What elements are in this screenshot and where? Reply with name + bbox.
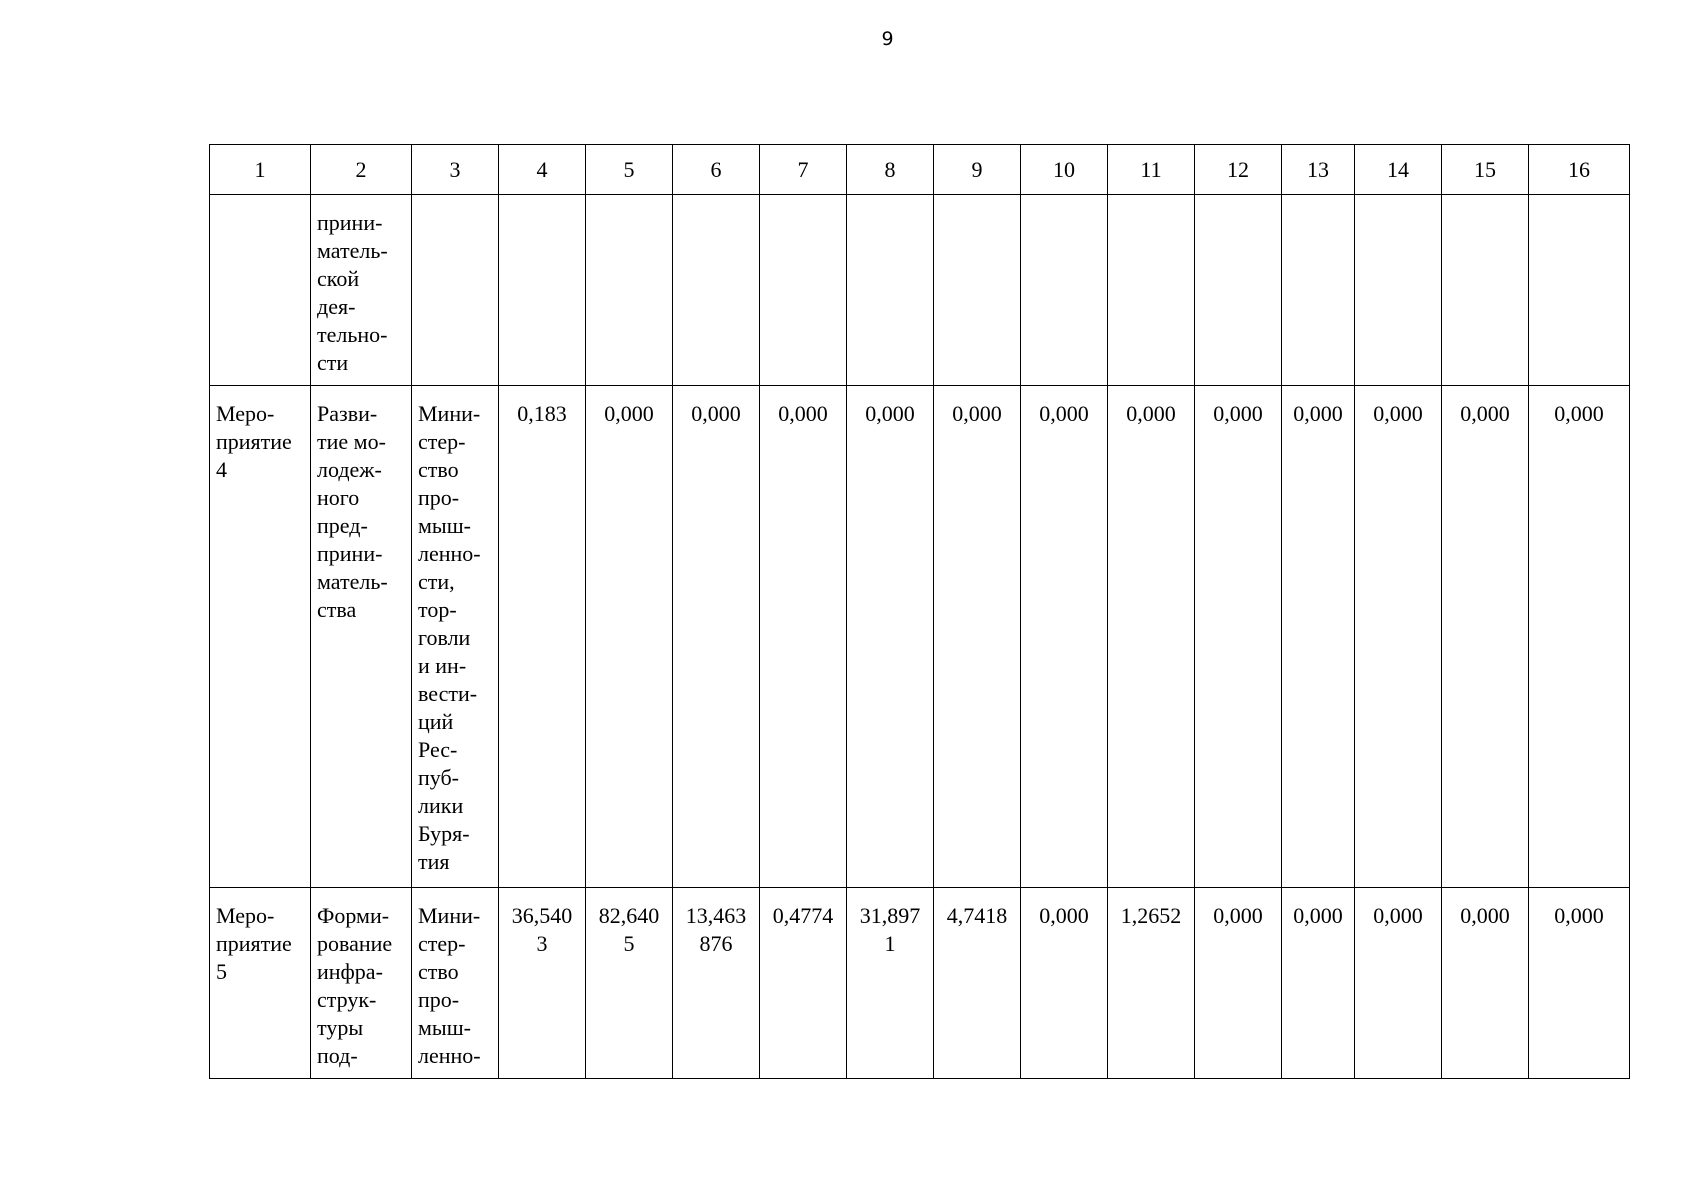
data-table bbox=[209, 144, 1630, 1079]
cell-text-line: 5 bbox=[216, 959, 227, 984]
row-1-col-4 bbox=[499, 195, 586, 386]
cell-text-line: говли bbox=[418, 625, 471, 650]
column-header-15: 15 bbox=[1442, 145, 1529, 195]
row-3-col-14: 0,000 bbox=[1355, 888, 1442, 1079]
column-header-16: 16 bbox=[1529, 145, 1630, 195]
cell-value-part: 13,463 bbox=[685, 903, 747, 928]
cell-text-line: Рес- bbox=[418, 737, 458, 762]
cell-text-line: тельно- bbox=[317, 322, 388, 347]
column-header-4: 4 bbox=[499, 145, 586, 195]
row-3-col-3 bbox=[412, 888, 499, 1079]
cell-value-part: 31,897 bbox=[859, 903, 921, 928]
cell-text-line: прини- bbox=[317, 210, 383, 235]
cell-text-line: мыш- bbox=[418, 513, 471, 538]
cell-value-part: 876 bbox=[699, 931, 733, 956]
cell-text-line: лодеж- bbox=[317, 457, 382, 482]
row-3-col-5 bbox=[586, 888, 673, 1079]
cell-text-line: про- bbox=[418, 485, 460, 510]
row-3-col-13: 0,000 bbox=[1282, 888, 1355, 1079]
row-2-col-13: 0,000 bbox=[1282, 386, 1355, 888]
cell-text-line: рование bbox=[317, 931, 393, 956]
row-3-col-7: 0,4774 bbox=[760, 888, 847, 1079]
row-2-col-10: 0,000 bbox=[1021, 386, 1108, 888]
cell-text-line: ного bbox=[317, 485, 360, 510]
row-1-col-12 bbox=[1195, 195, 1282, 386]
cell-text-line: тия bbox=[418, 849, 450, 874]
column-header-3: 3 bbox=[412, 145, 499, 195]
cell-text-line: под- bbox=[317, 1043, 358, 1068]
row-3-col-11: 1,2652 bbox=[1108, 888, 1195, 1079]
cell-text-line: ленно- bbox=[418, 1043, 481, 1068]
row-1-col-5 bbox=[586, 195, 673, 386]
row-3-col-8 bbox=[847, 888, 934, 1079]
cell-text-line: пред- bbox=[317, 513, 368, 538]
header-row bbox=[210, 145, 1630, 195]
cell-text-line: приятие bbox=[216, 931, 292, 956]
cell-value-part: 1 bbox=[884, 931, 896, 956]
row-3-col-16: 0,000 bbox=[1529, 888, 1630, 1079]
column-header-10: 10 bbox=[1021, 145, 1108, 195]
cell-text-line: Меро- bbox=[216, 903, 275, 928]
column-header-11: 11 bbox=[1108, 145, 1195, 195]
row-1-col-16 bbox=[1529, 195, 1630, 386]
column-header-8: 8 bbox=[847, 145, 934, 195]
column-header-13: 13 bbox=[1282, 145, 1355, 195]
cell-text-line: матель- bbox=[317, 238, 388, 263]
cell-text-line: ства bbox=[317, 597, 357, 622]
row-3-col-4 bbox=[499, 888, 586, 1079]
cell-text-line: Разви- bbox=[317, 401, 378, 426]
row-2-col-6: 0,000 bbox=[673, 386, 760, 888]
cell-text-line: пуб- bbox=[418, 765, 460, 790]
column-header-7: 7 bbox=[760, 145, 847, 195]
row-2-col-15: 0,000 bbox=[1442, 386, 1529, 888]
cell-text-line: тор- bbox=[418, 597, 457, 622]
row-2-col-11: 0,000 bbox=[1108, 386, 1195, 888]
row-1-col-14 bbox=[1355, 195, 1442, 386]
row-3-col-10: 0,000 bbox=[1021, 888, 1108, 1079]
row-1-col-11 bbox=[1108, 195, 1195, 386]
cell-text-line: струк- bbox=[317, 987, 377, 1012]
cell-text-line: тие мо- bbox=[317, 429, 386, 454]
row-3-col-2 bbox=[311, 888, 412, 1079]
row-1-col-3 bbox=[412, 195, 499, 386]
row-1-col-10 bbox=[1021, 195, 1108, 386]
cell-value-part: 82,640 bbox=[598, 903, 660, 928]
row-2-col-8: 0,000 bbox=[847, 386, 934, 888]
row-1-col-2 bbox=[311, 195, 412, 386]
row-1-col-1 bbox=[210, 195, 311, 386]
row-2-col-14: 0,000 bbox=[1355, 386, 1442, 888]
row-3-col-9: 4,7418 bbox=[934, 888, 1021, 1079]
cell-value-part: 3 bbox=[536, 931, 548, 956]
row-3-col-15: 0,000 bbox=[1442, 888, 1529, 1079]
table-row bbox=[210, 195, 1630, 386]
row-2-col-2 bbox=[311, 386, 412, 888]
column-header-1: 1 bbox=[210, 145, 311, 195]
row-1-col-6 bbox=[673, 195, 760, 386]
row-1-col-8 bbox=[847, 195, 934, 386]
cell-text-line: прини- bbox=[317, 541, 383, 566]
table-row bbox=[210, 386, 1630, 888]
cell-text-line: ций bbox=[418, 709, 454, 734]
cell-text-line: стер- bbox=[418, 429, 466, 454]
cell-text-line: Мини- bbox=[418, 903, 481, 928]
row-2-col-7: 0,000 bbox=[760, 386, 847, 888]
cell-text-line: сти bbox=[317, 350, 349, 375]
cell-text-line: матель- bbox=[317, 569, 388, 594]
row-1-col-13 bbox=[1282, 195, 1355, 386]
column-header-5: 5 bbox=[586, 145, 673, 195]
row-2-col-12: 0,000 bbox=[1195, 386, 1282, 888]
cell-text-line: ство bbox=[418, 457, 459, 482]
cell-text-line: и ин- bbox=[418, 653, 467, 678]
row-3-col-1 bbox=[210, 888, 311, 1079]
cell-value-part: 36,540 bbox=[511, 903, 573, 928]
cell-text-line: дея- bbox=[317, 294, 356, 319]
row-1-col-9 bbox=[934, 195, 1021, 386]
row-1-col-15 bbox=[1442, 195, 1529, 386]
cell-text-line: ской bbox=[317, 266, 360, 291]
cell-text-line: Меро- bbox=[216, 401, 275, 426]
row-2-col-3 bbox=[412, 386, 499, 888]
row-2-col-16: 0,000 bbox=[1529, 386, 1630, 888]
row-3-col-12: 0,000 bbox=[1195, 888, 1282, 1079]
cell-text-line: Форми- bbox=[317, 903, 390, 928]
cell-value-part: 5 bbox=[623, 931, 635, 956]
row-2-col-5: 0,000 bbox=[586, 386, 673, 888]
column-header-14: 14 bbox=[1355, 145, 1442, 195]
cell-text-line: Буря- bbox=[418, 821, 470, 846]
page-number: 9 bbox=[881, 28, 894, 50]
cell-text-line: лики bbox=[418, 793, 464, 818]
column-header-9: 9 bbox=[934, 145, 1021, 195]
cell-text-line: вести- bbox=[418, 681, 478, 706]
row-2-col-1 bbox=[210, 386, 311, 888]
column-header-2: 2 bbox=[311, 145, 412, 195]
row-2-col-9: 0,000 bbox=[934, 386, 1021, 888]
cell-text-line: про- bbox=[418, 987, 460, 1012]
cell-text-line: ство bbox=[418, 959, 459, 984]
cell-text-line: приятие bbox=[216, 429, 292, 454]
cell-text-line: мыш- bbox=[418, 1015, 471, 1040]
table-row bbox=[210, 888, 1630, 1079]
cell-text-line: ленно- bbox=[418, 541, 481, 566]
row-2-col-4: 0,183 bbox=[499, 386, 586, 888]
column-header-6: 6 bbox=[673, 145, 760, 195]
cell-text-line: 4 bbox=[216, 457, 227, 482]
cell-text-line: туры bbox=[317, 1015, 364, 1040]
cell-text-line: сти, bbox=[418, 569, 455, 594]
row-3-col-6 bbox=[673, 888, 760, 1079]
column-header-12: 12 bbox=[1195, 145, 1282, 195]
row-1-col-7 bbox=[760, 195, 847, 386]
cell-text-line: стер- bbox=[418, 931, 466, 956]
cell-text-line: инфра- bbox=[317, 959, 383, 984]
cell-text-line: Мини- bbox=[418, 401, 481, 426]
